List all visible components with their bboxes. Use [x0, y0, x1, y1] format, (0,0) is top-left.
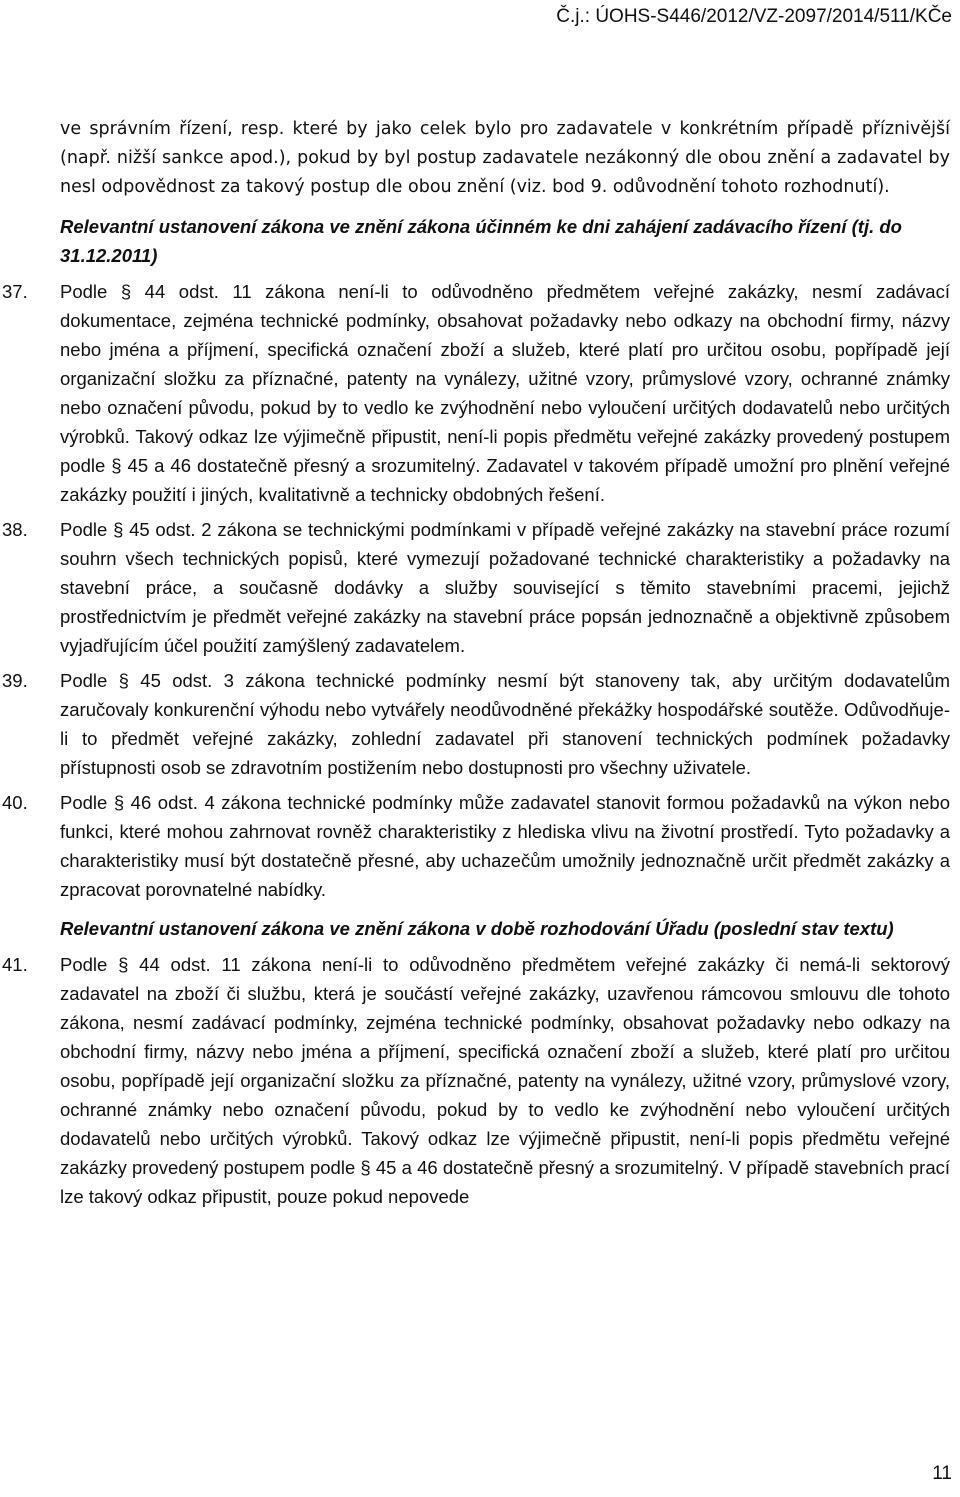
numbered-paragraph-41	[2, 950, 950, 1211]
paragraph-number: 38.	[2, 519, 28, 540]
numbered-paragraph-39	[2, 666, 950, 782]
paragraph-number: 37.	[2, 281, 28, 302]
section-heading-2: Relevantní ustanovení zákona ve znění zákona v době rozhodování Úřadu (poslední stav textu)	[60, 918, 894, 939]
paragraph-group-1	[2, 277, 950, 904]
paragraph-text: Podle § 44 odst. 11 zákona není-li to odůvodněno předmětem veřejné zakázky, nesmí zadávací dokumentace, zejména technické podmínky, obsahovat požadavky nebo odkazy na obchodní firmy, názvy nebo jména a příjmení, specifická označení zboží a služeb, které platí pro určitou osobu, popřípadě její organizační složku za příznačné, patenty na vynálezy, užitné vzory, průmyslové vzory, ochranné známky nebo označení původu, pokud by to vedlo ke zvýhodnění nebo vyloučení určitých dodavatelů nebo určitých výrobků. Takový odkaz lze výjimečně připustit, není-li popis předmětu veřejné zakázky provedený postupem podle § 45 a 46 dostatečně přesný a srozumitelný. Zadavatel v takovém případě umožní pro plnění veřejné zakázky použití i jiných, kvalitativně a technicky obdobných řešení.	[60, 281, 950, 505]
paragraph-number: 39.	[2, 670, 28, 691]
numbered-paragraph-40	[2, 788, 950, 904]
case-reference: Č.j.: ÚOHS-S446/2012/VZ-2097/2014/511/KČe	[556, 6, 952, 27]
paragraph-number: 41.	[2, 954, 28, 975]
intro-paragraph: ve správním řízení, resp. které by jako celek bylo pro zadavatele v konkrétním případě příznivější (např. nižší sankce apod.), pokud by byl postup zadavatele nezákonný dle obou znění a zadavatel by nesl odpovědnost za takový postup dle obou znění (viz. bod 9. odůvodnění tohoto rozhodnutí).	[60, 119, 950, 197]
paragraph-text: Podle § 45 odst. 3 zákona technické podmínky nesmí být stanoveny tak, aby určitým dodavatelům zaručovaly konkurenční výhodu nebo vytvářely neodůvodněné překážky hospodářské soutěže. Odůvodňuje-li to předmět veřejné zakázky, zohlední zadavatel při stanovení technických podmínek požadavky přístupnosti osob se zdravotním postižením nebo dostupnosti pro všechny uživatele.	[60, 670, 950, 778]
page-number: 11	[932, 1463, 952, 1484]
numbered-paragraph-37	[2, 277, 950, 509]
paragraph-text: Podle § 44 odst. 11 zákona není-li to odůvodněno předmětem veřejné zakázky či nemá-li sektorový zadavatel na zboží či službu, která je součástí veřejné zakázky, uzavřenou rámcovou smlouvu dle tohoto zákona, nesmí zadávací podmínky, zejména technické podmínky, obsahovat požadavky nebo odkazy na obchodní firmy, názvy nebo jména a příjmení, specifická označení zboží a služeb, které platí pro určitou osobu, popřípadě její organizační složku za příznačné, patenty na vynálezy, užitné vzory, průmyslové vzory, ochranné známky nebo označení původu, pokud by to vedlo ke zvýhodnění nebo vyloučení určitých dodavatelů nebo určitých výrobků. Takový odkaz lze výjimečně připustit, není-li popis předmětu veřejné zakázky provedený postupem podle § 45 a 46 dostatečně přesný a srozumitelný. V případě stavebních prací lze takový odkaz připustit, pouze pokud nepovede	[60, 954, 950, 1207]
paragraph-group-2	[2, 950, 950, 1211]
paragraph-text: Podle § 46 odst. 4 zákona technické podmínky může zadavatel stanovit formou požadavků na výkon nebo funkci, které mohou zahrnovat rovněž charakteristiky z hlediska vlivu na životní prostředí. Tyto požadavky a charakteristiky musí být dostatečně přesné, aby uchazečům umožnily jednoznačně určit předmět zakázky a zpracovat porovnatelné nabídky.	[60, 792, 950, 900]
section-heading-1: Relevantní ustanovení zákona ve znění zákona účinném ke dni zahájení zadávacího řízení (tj. do 31.12.2011)	[60, 216, 902, 266]
numbered-paragraph-38	[2, 515, 950, 660]
document-body	[2, 115, 950, 1217]
paragraph-number: 40.	[2, 792, 28, 813]
paragraph-text: Podle § 45 odst. 2 zákona se technickými podmínkami v případě veřejné zakázky na stavební práce rozumí souhrn všech technických popisů, které vymezují požadované technické charakteristiky a požadavky na stavební práce, a současně dodávky a služby související s těmito stavebními pracemi, jejichž prostřednictvím je předmět veřejné zakázky na stavební práce popsán jednoznačně a objektivně způsobem vyjadřujícím účel použití zamýšlený zadavatelem.	[60, 519, 950, 656]
